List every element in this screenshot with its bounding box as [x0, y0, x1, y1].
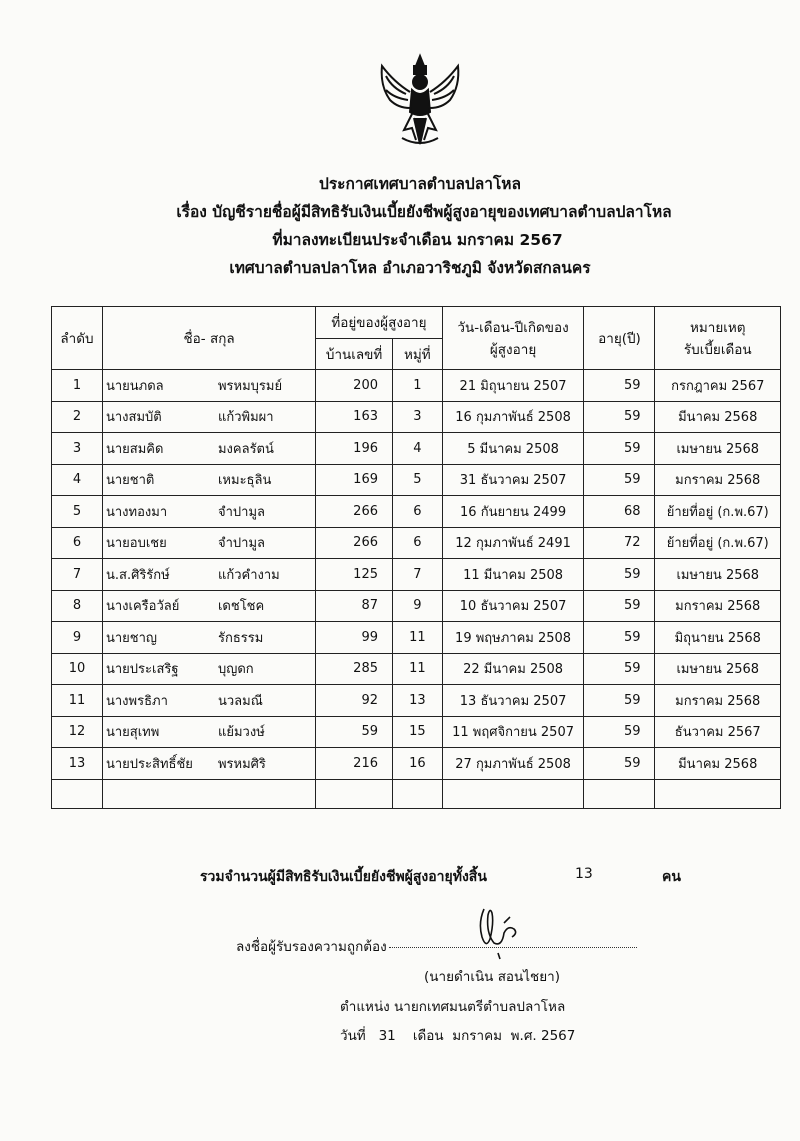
cell-note: มีนาคม 2568 — [655, 401, 781, 433]
cell-dob: 27 กุมภาพันธ์ 2508 — [442, 748, 584, 780]
cell-moo: 6 — [393, 527, 443, 559]
certify-line — [236, 935, 637, 957]
cell-moo: 13 — [393, 685, 443, 717]
cell-no: 12 — [52, 716, 103, 748]
cell-name — [102, 590, 315, 622]
cell-name — [102, 370, 315, 402]
cell-name — [102, 748, 315, 780]
cell-no: 8 — [52, 590, 103, 622]
cell-no: 9 — [52, 622, 103, 654]
table-row — [52, 559, 781, 591]
cell-moo: 4 — [393, 433, 443, 465]
summary-count: 13 — [575, 866, 593, 882]
cell-house: 92 — [316, 685, 393, 717]
cell-age: 72 — [584, 527, 655, 559]
cell-name — [102, 653, 315, 685]
cell-blank — [102, 779, 315, 808]
cell-note: เมษายน 2568 — [655, 559, 781, 591]
cell-house: 196 — [316, 433, 393, 465]
cell-age: 59 — [584, 590, 655, 622]
table-row — [52, 433, 781, 465]
title-line-3: ที่มาลงทะเบียนประจำเดือน มกราคม 2567 — [272, 231, 563, 249]
title-line-1: ประกาศเทศบาลตำบลปลาโหล — [319, 175, 521, 193]
cell-no: 2 — [52, 401, 103, 433]
cell-first-name: น.ส.ศิริรักษ์ — [105, 567, 170, 583]
cell-moo: 11 — [393, 622, 443, 654]
header-dob-line1: วัน-เดือน-ปีเกิดของ — [457, 320, 569, 336]
header-note-line2: รับเบี้ยเดือน — [683, 342, 752, 358]
cell-last-name: แย้มวงษ์ — [217, 725, 265, 741]
cell-first-name: นางเครือวัลย์ — [105, 599, 180, 615]
cell-moo: 15 — [393, 716, 443, 748]
cell-last-name: นวลมณี — [217, 693, 263, 709]
cell-name — [102, 527, 315, 559]
cell-note: มกราคม 2568 — [655, 464, 781, 496]
cell-dob: 13 ธันวาคม 2507 — [442, 685, 584, 717]
cell-note: มิถุนายน 2568 — [655, 622, 781, 654]
cell-no: 3 — [52, 433, 103, 465]
cell-last-name: บุญดก — [217, 662, 254, 678]
cell-dob: 16 กุมภาพันธ์ 2508 — [442, 401, 584, 433]
cell-house: 216 — [316, 748, 393, 780]
summary-line — [200, 866, 720, 888]
cell-house: 163 — [316, 401, 393, 433]
cell-name — [102, 401, 315, 433]
cell-name — [102, 685, 315, 717]
cell-moo: 16 — [393, 748, 443, 780]
table-body — [52, 370, 781, 809]
cell-last-name: แก้วพิมผา — [217, 410, 274, 426]
summary-unit: คน — [662, 869, 681, 885]
cell-age: 59 — [584, 433, 655, 465]
table-row — [52, 622, 781, 654]
cell-last-name: พรหมศิริ — [217, 756, 266, 772]
cell-first-name: นายสมคิด — [105, 441, 164, 457]
garuda-emblem-icon — [372, 52, 468, 152]
header-dob — [442, 307, 584, 370]
cell-dob: 19 พฤษภาคม 2508 — [442, 622, 584, 654]
cell-last-name: เหมะธุลิน — [217, 473, 272, 489]
table-row — [52, 716, 781, 748]
cell-age: 59 — [584, 748, 655, 780]
header-note — [655, 307, 781, 370]
cell-age: 59 — [584, 559, 655, 591]
cell-note: ธันวาคม 2567 — [655, 716, 781, 748]
cell-dob: 11 มีนาคม 2508 — [442, 559, 584, 591]
cell-dob: 22 มีนาคม 2508 — [442, 653, 584, 685]
cell-age: 59 — [584, 685, 655, 717]
cell-no: 10 — [52, 653, 103, 685]
cell-first-name: นางสมบัติ — [105, 410, 162, 426]
table-row-blank — [52, 779, 781, 808]
header-house: บ้านเลขที่ — [316, 338, 393, 370]
cell-house: 266 — [316, 496, 393, 528]
cell-note: กรกฎาคม 2567 — [655, 370, 781, 402]
cell-blank — [584, 779, 655, 808]
cell-note: ย้ายที่อยู่ (ก.พ.67) — [655, 527, 781, 559]
cell-age: 59 — [584, 370, 655, 402]
cell-note: ย้ายที่อยู่ (ก.พ.67) — [655, 496, 781, 528]
cell-last-name: จำปามูล — [217, 536, 265, 552]
cell-house: 169 — [316, 464, 393, 496]
cell-no: 1 — [52, 370, 103, 402]
cell-moo: 5 — [393, 464, 443, 496]
cell-house: 125 — [316, 559, 393, 591]
cell-note: เมษายน 2568 — [655, 433, 781, 465]
cell-blank — [393, 779, 443, 808]
header-name: ชื่อ- สกุล — [102, 307, 315, 370]
cell-age: 59 — [584, 653, 655, 685]
cell-no: 7 — [52, 559, 103, 591]
table-row — [52, 370, 781, 402]
cell-moo: 6 — [393, 496, 443, 528]
cell-name — [102, 559, 315, 591]
cell-first-name: นางพรธิภา — [105, 693, 168, 709]
cell-first-name: นายนภดล — [105, 378, 164, 394]
cell-dob: 31 ธันวาคม 2507 — [442, 464, 584, 496]
cell-blank — [52, 779, 103, 808]
certify-label: ลงชื่อผู้รับรองความถูกต้อง — [236, 939, 387, 955]
header-age: อายุ(ปี) — [584, 307, 655, 370]
cell-house: 59 — [316, 716, 393, 748]
cell-dob: 12 กุมภาพันธ์ 2491 — [442, 527, 584, 559]
table-row — [52, 653, 781, 685]
cell-house: 99 — [316, 622, 393, 654]
cell-first-name: นายประสิทธิ์ชัย — [105, 756, 193, 772]
cell-name — [102, 622, 315, 654]
cell-blank — [655, 779, 781, 808]
cell-house: 87 — [316, 590, 393, 622]
cell-dob: 11 พฤศจิกายน 2507 — [442, 716, 584, 748]
cell-first-name: นายชาติ — [105, 473, 155, 489]
cell-moo: 11 — [393, 653, 443, 685]
cell-name — [102, 496, 315, 528]
cell-name — [102, 433, 315, 465]
header-address: ที่อยู่ของผู้สูงอายุ — [316, 307, 443, 339]
cell-first-name: นายชาญ — [105, 630, 157, 646]
cell-age: 59 — [584, 401, 655, 433]
cell-no: 11 — [52, 685, 103, 717]
header-note-line1: หมายเหตุ — [689, 320, 746, 336]
table-row — [52, 401, 781, 433]
beneficiary-table — [51, 306, 781, 809]
cell-no: 6 — [52, 527, 103, 559]
cell-age: 59 — [584, 622, 655, 654]
cell-first-name: นายสุเทพ — [105, 725, 160, 741]
cell-dob: 10 ธันวาคม 2507 — [442, 590, 584, 622]
title-line-4: เทศบาลตำบลปลาโหล อำเภอวาริชภูมิ จังหวัดสกลนคร — [229, 259, 591, 277]
cell-note: มกราคม 2568 — [655, 685, 781, 717]
cell-moo: 7 — [393, 559, 443, 591]
cell-first-name: นายอบเชย — [105, 536, 167, 552]
cell-name — [102, 464, 315, 496]
header-dob-line2: ผู้สูงอายุ — [489, 342, 537, 358]
cell-note: มกราคม 2568 — [655, 590, 781, 622]
cell-last-name: รักธรรม — [217, 630, 264, 646]
cell-house: 266 — [316, 527, 393, 559]
cell-dob: 21 มิถุนายน 2507 — [442, 370, 584, 402]
header-moo: หมู่ที่ — [393, 338, 443, 370]
cell-last-name: แก้วคำงาม — [217, 567, 280, 583]
cell-dob: 16 กันยายน 2499 — [442, 496, 584, 528]
cell-moo: 1 — [393, 370, 443, 402]
table-row — [52, 496, 781, 528]
cell-dob: 5 มีนาคม 2508 — [442, 433, 584, 465]
cell-age: 68 — [584, 496, 655, 528]
cell-name — [102, 716, 315, 748]
cell-first-name: นายประเสริฐ — [105, 662, 179, 678]
title-line-2: เรื่อง บัญชีรายชื่อผู้มีสิทธิรับเงินเบี้ยยังชีพผู้สูงอายุของเทศบาลตำบลปลาโหล — [176, 203, 672, 221]
summary-label: รวมจำนวนผู้มีสิทธิรับเงินเบี้ยยังชีพผู้สูงอายุทั้งสิ้น — [200, 869, 487, 885]
cell-last-name: เดชโชค — [217, 599, 265, 615]
table-row — [52, 748, 781, 780]
cell-blank — [442, 779, 584, 808]
table-row — [52, 527, 781, 559]
signature-dotted-line — [389, 947, 637, 948]
cell-note: เมษายน 2568 — [655, 653, 781, 685]
table-row — [52, 685, 781, 717]
cell-last-name: จำปามูล — [217, 504, 265, 520]
announcement-title — [0, 170, 800, 282]
cell-no: 4 — [52, 464, 103, 496]
cell-house: 285 — [316, 653, 393, 685]
cell-last-name: มงคลรัตน์ — [217, 441, 274, 457]
cell-blank — [316, 779, 393, 808]
cell-age: 59 — [584, 464, 655, 496]
cell-note: มีนาคม 2568 — [655, 748, 781, 780]
cell-last-name: พรหมบุรมย์ — [217, 378, 283, 394]
signer-position: ตำแหน่ง นายกเทศมนตรีตำบลปลาโหล — [340, 999, 566, 1015]
cell-moo: 9 — [393, 590, 443, 622]
signature-date: วันที่ 31 เดือน มกราคม พ.ศ. 2567 — [340, 1028, 576, 1044]
table-row — [52, 464, 781, 496]
table-row — [52, 590, 781, 622]
header-no: ลำดับ — [52, 307, 103, 370]
cell-first-name: นางทองมา — [105, 504, 168, 520]
signer-name: (นายดำเนิน สอนไชยา) — [424, 969, 560, 985]
cell-no: 13 — [52, 748, 103, 780]
cell-no: 5 — [52, 496, 103, 528]
cell-moo: 3 — [393, 401, 443, 433]
cell-age: 59 — [584, 716, 655, 748]
cell-house: 200 — [316, 370, 393, 402]
